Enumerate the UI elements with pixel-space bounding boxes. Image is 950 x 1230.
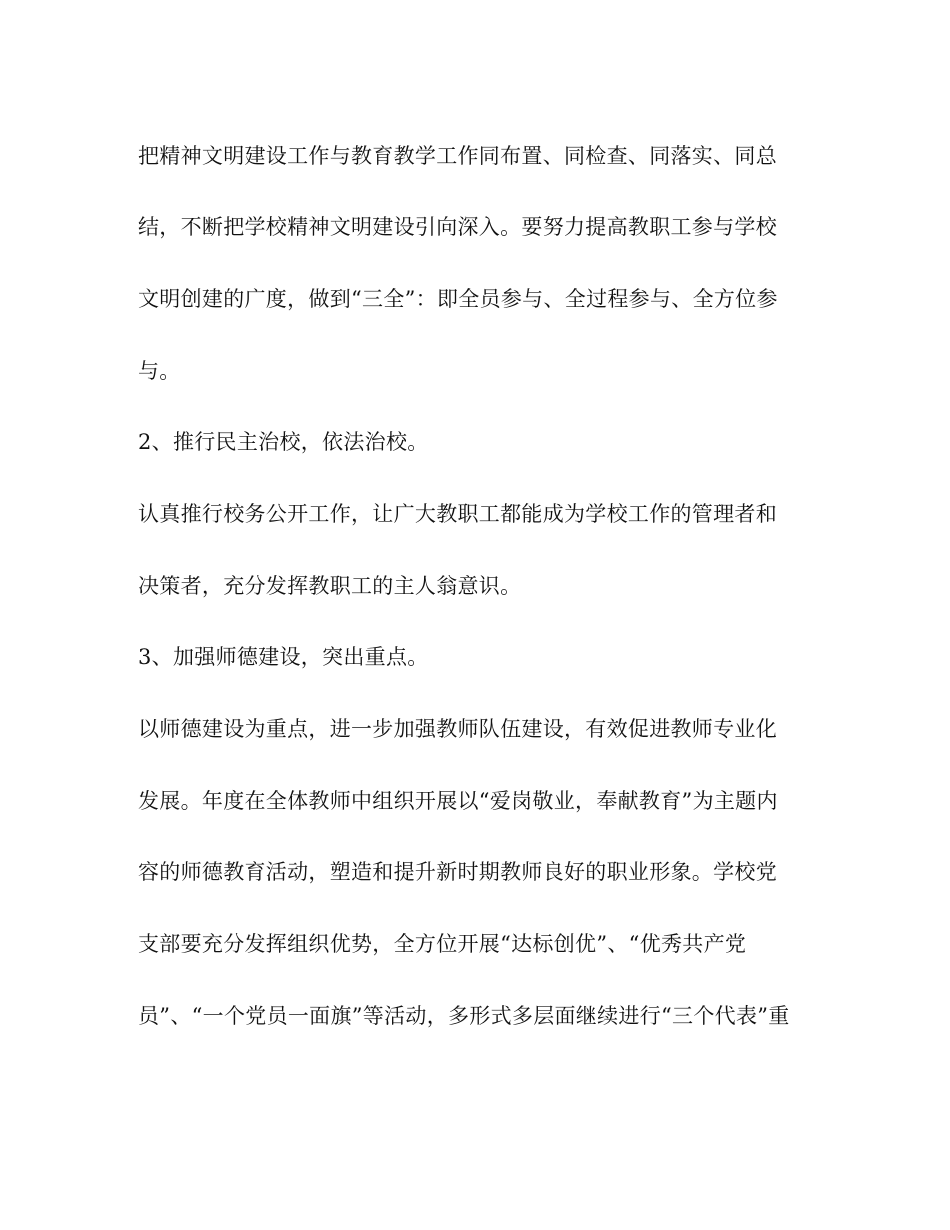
text-line: 容的师德教育活动，塑造和提升新时期教师良好的职业形象。学校党 — [138, 860, 777, 884]
text-line: 与。 — [138, 359, 181, 383]
text-line: 文明创建的广度，做到“三全”：即全员参与、全过程参与、全方位参 — [138, 287, 778, 311]
text-line: 决策者，充分发挥教职工的主人翁意识。 — [138, 574, 522, 598]
text-line: 员”、“一个党员一面旗”等活动，多形式多层面继续进行“三个代表”重 — [138, 1004, 790, 1028]
text-line: 把精神文明建设工作与教育教学工作同布置、同检查、同落实、同总 — [138, 144, 777, 168]
text-line: 发展。年度在全体教师中组织开展以“爱岗敬业，奉献教育”为主题内 — [138, 789, 778, 813]
section-heading: 3、加强师德建设，突出重点。 — [138, 645, 429, 669]
section-heading: 2、推行民主治校，依法治校。 — [138, 430, 429, 454]
text-line: 结，不断把学校精神文明建设引向深入。要努力提高教职工参与学校 — [138, 215, 777, 239]
text-line: 认真推行校务公开工作，让广大教职工都能成为学校工作的管理者和 — [138, 502, 777, 526]
text-line: 以师德建设为重点，进一步加强教师队伍建设，有效促进教师专业化 — [138, 717, 777, 741]
text-line: 支部要充分发挥组织优势，全方位开展“达标创优”、“优秀共产党 — [138, 932, 747, 956]
